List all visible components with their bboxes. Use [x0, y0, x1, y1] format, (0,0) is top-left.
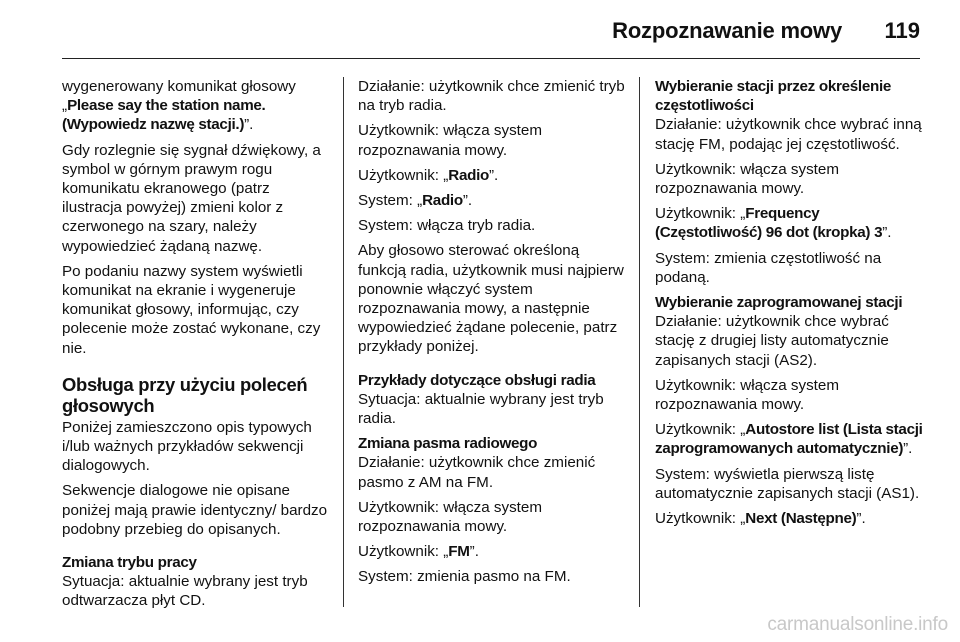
- page-title: Rozpoznawanie mowy: [612, 18, 842, 43]
- paragraph: System: „Radio”.: [358, 192, 473, 210]
- watermark-text: carmanualsonline.info: [767, 614, 948, 635]
- text-column-2: [358, 77, 626, 593]
- voice-command: Autostore list (Lista stacji zaprogramowanych automatycznie): [655, 421, 923, 458]
- paragraph: Użytkownik: włącza system rozpoznawania mowy.: [358, 498, 542, 536]
- text-column-3: [655, 77, 923, 534]
- voice-command: Frequency (Częstotliwość) 96 dot (kropka) 3: [655, 205, 883, 242]
- page-header: [0, 0, 960, 58]
- subsection-title: Zmiana pasma radiowego: [358, 435, 538, 453]
- paragraph: Użytkownik: włącza system rozpoznawania mowy.: [358, 122, 542, 159]
- column-divider-1: [343, 77, 344, 607]
- paragraph: Działanie: użytkownik chce zmienić tryb na tryb radia.: [358, 78, 625, 115]
- subsection-title: Zmiana trybu pracy: [62, 554, 197, 572]
- voice-command: FM: [448, 543, 470, 561]
- paragraph: Użytkownik: „Autostore list (Lista stacji zaprogramowanych automatycznie)”.: [655, 421, 923, 458]
- paragraph: System: zmienia częstotliwość na podaną.: [655, 249, 882, 286]
- paragraph: System: włącza tryb radia.: [358, 217, 536, 235]
- paragraph: wygenerowany komunikat głosowy „Please say the station name. (Wypowiedz nazwę stacji.)”.: [62, 78, 296, 134]
- subsection-title: Wybieranie stacji przez określenie częstotliwości: [655, 78, 892, 115]
- paragraph: Gdy rozlegnie się sygnał dźwiękowy, a symbol w górnym prawym rogu komunikatu ekranowego (patrz ilustracja powyżej) zmieni kolor z czerwonego na szary, należy wypowiedzieć żądaną nazwę.: [62, 141, 321, 255]
- subsection-title: Wybieranie zaprogramowanej stacji: [655, 294, 903, 312]
- paragraph: Użytkownik: „Next (Następne)”.: [655, 510, 866, 528]
- section-heading: Obsługa przy użyciu poleceń głosowych: [62, 373, 308, 416]
- paragraph: Użytkownik: „Radio”.: [358, 166, 499, 184]
- paragraph: Użytkownik: „Frequency (Częstotliwość) 96 dot (kropka) 3”.: [655, 205, 892, 242]
- paragraph: System: wyświetla pierwszą listę automatycznie zapisanych stacji (AS1).: [655, 465, 920, 502]
- subsection: Wybieranie zaprogramowanej stacji Działanie: użytkownik chce wybrać stację z drugiej listy automatycznie zapisanych stacji (AS2).: [655, 293, 923, 370]
- paragraph: Poniżej zamieszczono opis typowych i/lub ważnych przykładów sekwencji dialogowych.: [62, 418, 312, 475]
- subsection: Zmiana trybu pracy Sytuacja: aktualnie wybrany jest tryb odtwarzacza płyt CD.: [62, 553, 330, 611]
- paragraph: Po podaniu nazwy system wyświetli komunikat na ekranie i wygeneruje komunikat głosowy, informując, czy polecenie może zostać wykonane, czy nie.: [62, 262, 321, 357]
- header-divider: [62, 58, 920, 59]
- paragraph: Sekwencje dialogowe nie opisane poniżej mają prawie identyczny/ bardzo podobny przebieg do opisanych.: [62, 482, 328, 538]
- paragraph: Aby głosowo sterować określoną funkcją radia, użytkownik musi najpierw ponownie włączyć system rozpoznawania mowy, a następnie wypowiedzieć żądane polecenie, patrz przykłady poniżej.: [358, 242, 624, 356]
- voice-command: Radio: [448, 166, 489, 184]
- page-number: 119: [884, 18, 920, 43]
- paragraph: Użytkownik: włącza system rozpoznawania mowy.: [655, 376, 839, 414]
- paragraph: System: zmienia pasmo na FM.: [358, 568, 571, 586]
- subsection: Wybieranie stacji przez określenie częstotliwości Działanie: użytkownik chce wybrać inną stację FM, podając jej częstotliwość.: [655, 78, 922, 153]
- paragraph: Użytkownik: „FM”.: [358, 543, 479, 561]
- subsection-title: Przykłady dotyczące obsługi radia: [358, 371, 596, 389]
- voice-prompt: Please say the station name. (Wypowiedz nazwę stacji.): [62, 97, 266, 134]
- voice-command: Next (Następne): [745, 510, 857, 528]
- subsection: Przykłady dotyczące obsługi radia Sytuacja: aktualnie wybrany jest tryb radia.: [358, 371, 626, 429]
- voice-response: Radio: [422, 192, 463, 210]
- paragraph: Użytkownik: włącza system rozpoznawania mowy.: [655, 160, 839, 198]
- column-divider-2: [639, 77, 640, 607]
- subsection: Zmiana pasma radiowego Działanie: użytkownik chce zmienić pasmo z AM na FM.: [358, 434, 626, 492]
- text-column-1: [62, 77, 330, 617]
